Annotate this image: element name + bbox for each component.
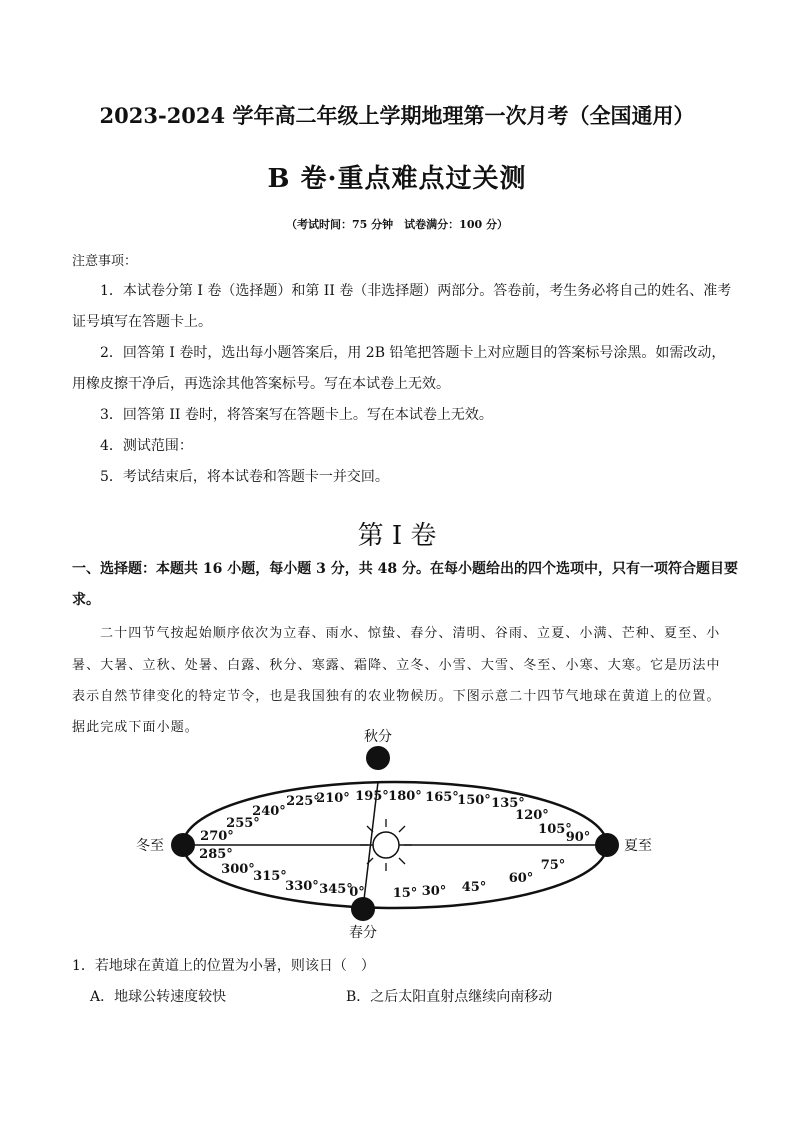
exam-meta: （考试时间：75 分钟 试卷满分：100 分） bbox=[286, 218, 508, 231]
degree-label: 345° bbox=[319, 882, 353, 897]
question-1-stem: 1．若地球在黄道上的位置为小暑，则该日（ ） bbox=[72, 958, 375, 974]
degree-label: 105° bbox=[538, 822, 572, 837]
degree-label: 30° bbox=[421, 884, 447, 899]
degree-label: 255° bbox=[226, 816, 260, 831]
note-item-1-line-1: 1．本试卷分第 I 卷（选择题）和第 II 卷（非选择题）两部分。答卷前，考生务必将自己的姓名、准考 bbox=[100, 283, 732, 299]
passage-line-4: 据此完成下面小题。 bbox=[72, 720, 199, 735]
section-title: 第 I 卷 bbox=[357, 521, 437, 551]
degree-label: 60° bbox=[508, 871, 534, 886]
degree-label: 315° bbox=[253, 869, 287, 884]
label-spring-equinox: 春分 bbox=[349, 925, 377, 941]
degree-label: 240° bbox=[252, 804, 286, 819]
note-item-1-line-2: 证号填写在答题卡上。 bbox=[72, 314, 212, 330]
degree-label: 270° bbox=[200, 829, 234, 844]
degree-label: 165° bbox=[425, 790, 459, 805]
question-1-option-a: A．地球公转速度较快 bbox=[90, 989, 227, 1005]
sun-icon bbox=[360, 819, 412, 871]
degree-label: 90° bbox=[565, 830, 591, 845]
section-instruction-line-1: 一、选择题：本题共 16 小题，每小题 3 分，共 48 分。在每小题给出的四个选项中，只有一项符合题目要 bbox=[72, 561, 738, 577]
degree-label: 180° bbox=[388, 789, 422, 804]
degree-label: 15° bbox=[392, 886, 418, 901]
degree-label: 0° bbox=[349, 885, 365, 900]
degree-label: 135° bbox=[491, 796, 525, 811]
degree-label: 45° bbox=[461, 880, 487, 895]
label-summer-solstice: 夏至 bbox=[624, 838, 652, 854]
exam-title: 2023-2024 学年高二年级上学期地理第一次月考（全国通用） bbox=[99, 103, 695, 128]
degree-label: 120° bbox=[515, 808, 549, 823]
exam-subtitle: B 卷·重点难点过关测 bbox=[267, 164, 527, 194]
note-item-4: 4．测试范围： bbox=[100, 438, 193, 454]
degree-label: 210° bbox=[316, 791, 350, 806]
passage-line-3: 表示自然节律变化的特定节令，也是我国独有的农业物候历。下图示意二十四节气地球在黄道上的位置。 bbox=[72, 689, 721, 704]
note-item-2-line-1: 2．回答第 I 卷时，选出每小题答案后，用 2B 铅笔把答题卡上对应题目的答案标号涂黑。如需改动， bbox=[100, 345, 726, 361]
earth-winter-solstice bbox=[171, 833, 195, 857]
degree-label: 330° bbox=[285, 879, 319, 894]
note-item-5: 5．考试结束后，将本试卷和答题卡一并交回。 bbox=[100, 469, 389, 485]
degree-label: 300° bbox=[221, 862, 255, 877]
section-instruction-line-2: 求。 bbox=[72, 592, 100, 608]
earth-summer-solstice bbox=[595, 833, 619, 857]
degree-label: 225° bbox=[286, 794, 320, 809]
note-item-2-line-2: 用橡皮擦干净后，再选涂其他答案标号。写在本试卷上无效。 bbox=[72, 376, 450, 392]
label-autumn-equinox: 秋分 bbox=[364, 729, 392, 745]
degree-label: 285° bbox=[199, 847, 233, 862]
label-winter-solstice: 冬至 bbox=[136, 838, 164, 854]
earth-autumn-equinox bbox=[366, 746, 390, 770]
passage-line-1: 二十四节气按起始顺序依次为立春、雨水、惊蛰、春分、清明、谷雨、立夏、小满、芒种、夏至、小 bbox=[100, 626, 721, 641]
passage-line-2: 暑、大暑、立秋、处暑、白露、秋分、寒露、霜降、立冬、小雪、大雪、冬至、小寒、大寒。它是历法中 bbox=[72, 658, 721, 673]
degree-label: 75° bbox=[540, 858, 566, 873]
note-item-3: 3．回答第 II 卷时，将答案写在答题卡上。写在本试卷上无效。 bbox=[100, 407, 493, 423]
earth-spring-equinox bbox=[351, 897, 375, 921]
notes-heading: 注意事项： bbox=[72, 254, 138, 269]
question-1-option-b: B．之后太阳直射点继续向南移动 bbox=[346, 989, 553, 1005]
degree-label: 195° bbox=[355, 789, 389, 804]
degree-label: 150° bbox=[457, 793, 491, 808]
